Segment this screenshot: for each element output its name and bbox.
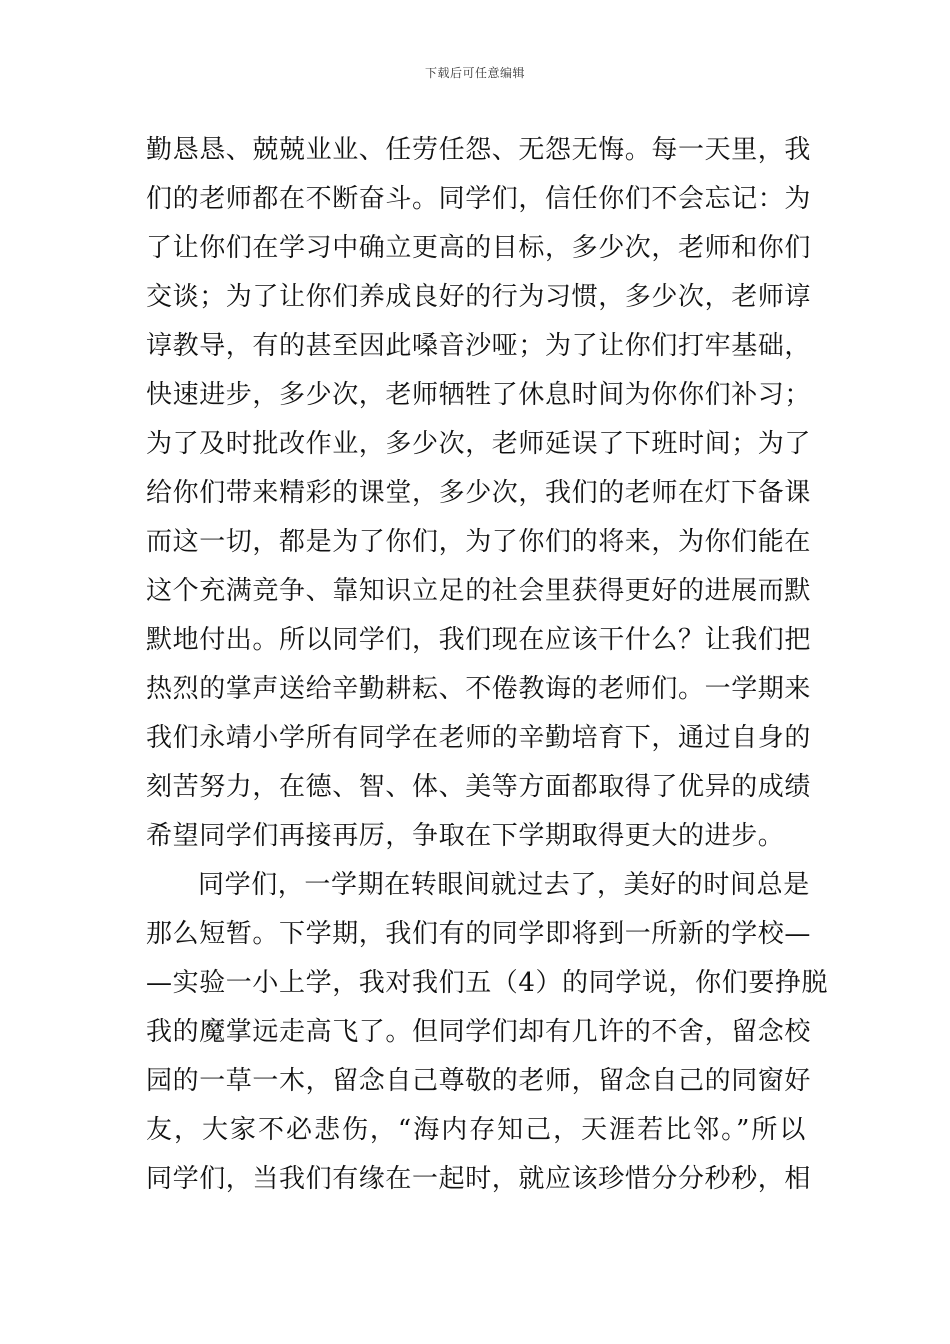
text-line: 为了及时批改作业，多少次，老师延误了下班时间；为了: [146, 429, 812, 459]
paragraph: [146, 126, 812, 861]
text-line: 谆教导，有的甚至因此嗓音沙哑；为了让你们打牢基础，: [146, 331, 812, 361]
text-line: 刻苦努力，在德、智、体、美等方面都取得了优异的成绩: [146, 772, 812, 802]
text-line: 园的一草一木，留念自己尊敬的老师，留念自己的同窗好: [146, 1066, 812, 1096]
text-line: 默地付出。所以同学们，我们现在应该干什么？让我们把: [146, 625, 812, 655]
text-line: 这个充满竞争、靠知识立足的社会里获得更好的进展而默: [146, 576, 812, 606]
text-line: 希望同学们再接再厉，争取在下学期取得更大的进步。: [146, 821, 785, 851]
text-line: 勤恳恳、兢兢业业、任劳任怨、无怨无悔。每一天里，我: [146, 135, 812, 165]
text-line: 了让你们在学习中确立更高的目标，多少次，老师和你们: [146, 233, 812, 263]
text-line: 同学们，一学期在转眼间就过去了，美好的时间总是: [198, 870, 810, 900]
text-line: 交谈；为了让你们养成良好的行为习惯，多少次，老师谆: [146, 282, 812, 312]
text-line: 我的魔掌远走高飞了。但同学们却有几许的不舍，留念校: [146, 1017, 812, 1047]
paragraph: [146, 861, 829, 1204]
text-line: 热烈的掌声送给辛勤耕耘、不倦教诲的老师们。一学期来: [146, 674, 812, 704]
text-line: —实验一小上学，我对我们五（4）的同学说，你们要挣脱: [146, 968, 829, 998]
page-header: 下载后可任意编辑: [424, 66, 525, 80]
text-line: 友，大家不必悲伤，“海内存知己，天涯若比邻。”所以: [146, 1115, 806, 1145]
text-line: 我们永靖小学所有同学在老师的辛勤培育下，通过自身的: [146, 723, 812, 753]
text-line: 同学们，当我们有缘在一起时，就应该珍惜分分秒秒，相: [146, 1164, 812, 1194]
text-line: 给你们带来精彩的课堂，多少次，我们的老师在灯下备课: [146, 478, 812, 508]
text-line: 们的老师都在不断奋斗。同学们，信任你们不会忘记：为: [146, 184, 812, 214]
text-line: 快速进步，多少次，老师牺牲了休息时间为你你们补习；: [146, 380, 812, 410]
document-body: [146, 126, 829, 1204]
text-line: 而这一切，都是为了你们，为了你们的将来，为你们能在: [146, 527, 812, 557]
text-line: 那么短暂。下学期，我们有的同学即将到一所新的学校—: [146, 919, 812, 949]
